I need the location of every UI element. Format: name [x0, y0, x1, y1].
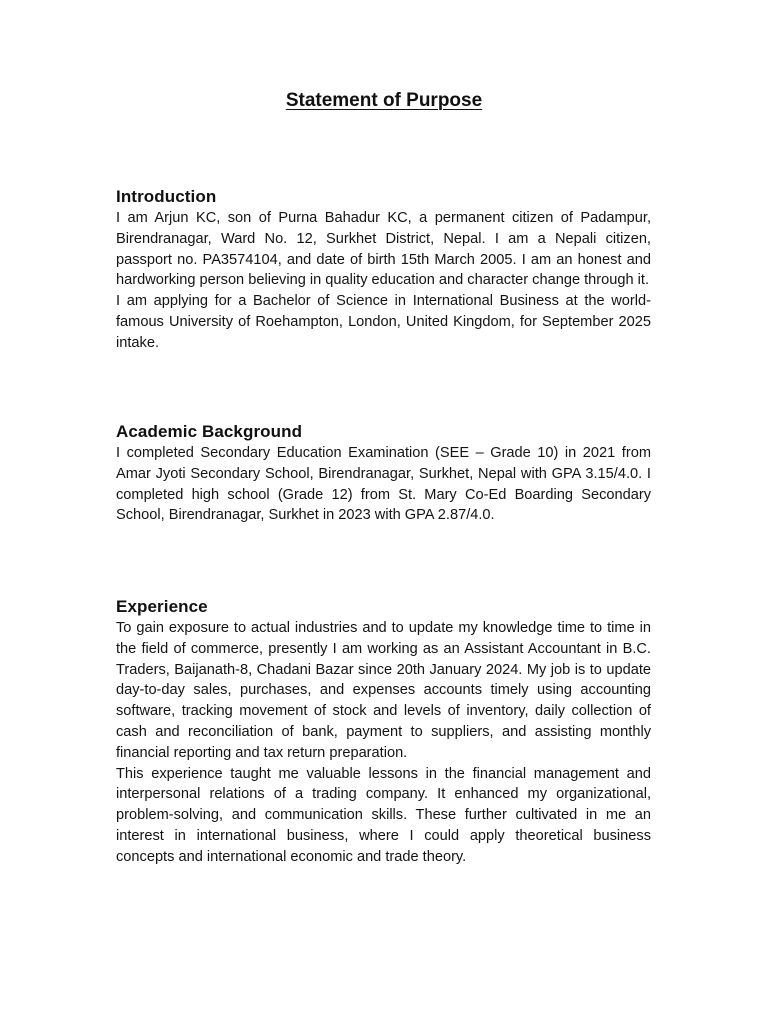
section-academic-background — [116, 421, 651, 526]
academic-background-paragraph-1: I completed Secondary Education Examination (SEE – Grade 10) in 2021 from Amar Jyoti Secondary School, Birendranagar, Surkhet, Nepal with GPA 3.15/4.0. I completed high school (Grade 12) from St. Mary Co-Ed Boarding Secondary School, Birendranagar, Surkhet in 2023 with GPA 2.87/4.0. — [116, 445, 651, 524]
section-heading-experience: Experience — [116, 597, 208, 616]
experience-paragraph-1: To gain exposure to actual industries and to update my knowledge time to time in the field of commerce, presently I am working as an Assistant Accountant in B.C. Traders, Baijanath-8, Chadani Bazar since 20th January 2024. My job is to update day-to-day sales, purchases, and expenses accounts timely using accounting software, tracking movement of stock and levels of inventory, daily collection of cash and reconciliation of bank, payment to suppliers, and assisting monthly financial reporting and tax return preparation. — [116, 620, 651, 761]
section-experience — [116, 596, 651, 868]
introduction-paragraph-2: I am applying for a Bachelor of Science in International Business at the world-famous University of Roehampton, London, United Kingdom, for September 2025 intake. — [116, 293, 651, 351]
experience-paragraph-2: This experience taught me valuable lessons in the financial management and interpersonal relations of a trading company. It enhanced my organizational, problem-solving, and communication skills. These further cultivated in me an interest in international business, where I could apply theoretical business concepts and international economic and trade theory. — [116, 765, 651, 865]
introduction-paragraph-1: I am Arjun KC, son of Purna Bahadur KC, a permanent citizen of Padampur, Birendranagar, Ward No. 12, Surkhet District, Nepal. I am a Nepali citizen, passport no. PA3574104, and date of birth 15th March 2005. I am an honest and hardworking person believing in quality education and character change through it. — [116, 210, 651, 289]
section-introduction — [116, 186, 651, 354]
page-title-text: Statement of Purpose — [285, 90, 483, 111]
section-heading-academic-background: Academic Background — [116, 422, 303, 441]
section-heading-introduction: Introduction — [116, 187, 217, 206]
page-title — [0, 88, 768, 114]
